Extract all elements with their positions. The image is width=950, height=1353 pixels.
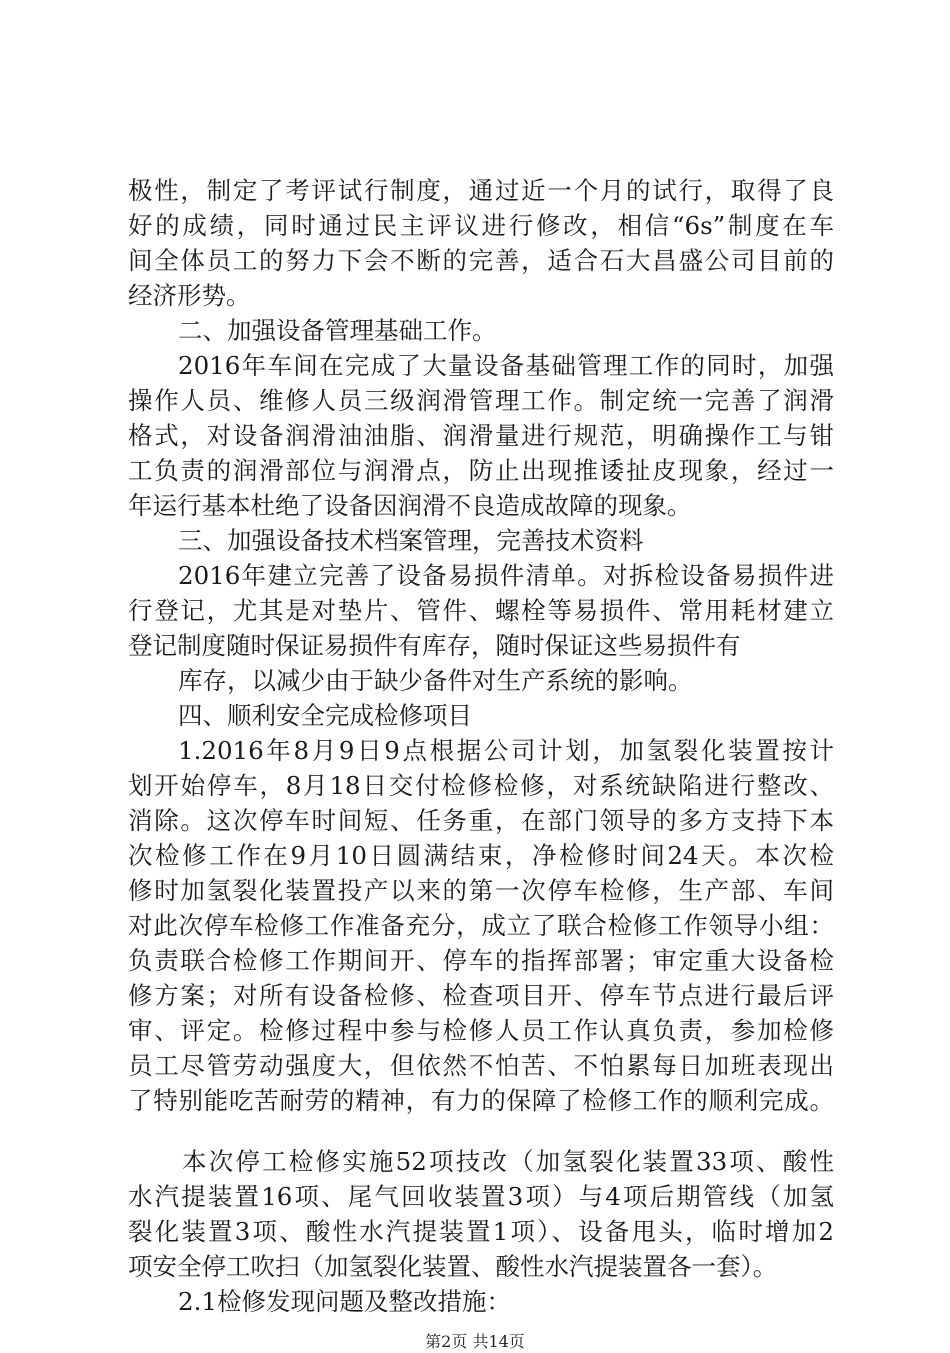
paragraph-line: 间全体员工的努力下会不断的完善，适合石大昌盛公司目前的 [128,246,834,275]
paragraph-line: 操作人员、维修人员三级润滑管理工作。制定统一完善了润滑 [128,386,834,415]
paragraph-line: 经济形势。 [128,281,251,310]
paragraph-line: 修方案；对所有设备检修、检查项目开、停车节点进行最后评 [128,981,834,1010]
paragraph-line: 水汽提装置16项、尾气回收装置3项）与4项后期管线（加氢 [128,1182,834,1211]
paragraph-line: 修时加氢裂化装置投产以来的第一次停车检修，生产部、车间 [128,876,834,905]
paragraph-line: 2016年车间在完成了大量设备基础管理工作的同时，加强 [178,351,834,380]
paragraph-line: 库存，以减少由于缺少备件对生产系统的影响。 [178,666,693,695]
paragraph-line: 极性，制定了考评试行制度，通过近一个月的试行，取得了良 [128,176,834,205]
paragraph-line: 了特别能吃苦耐劳的精神，有力的保障了检修工作的顺利完成。 [128,1086,834,1115]
paragraph-line: 对此次停车检修工作准备充分，成立了联合检修工作领导小组： [128,911,834,940]
section-heading: 二、加强设备管理基础工作。 [178,316,497,345]
paragraph-line: 划开始停车，8月18日交付检修检修，对系统缺陷进行整改、 [128,771,834,800]
paragraph-line: 次检修工作在9月10日圆满结束，净检修时间24天。本次检 [128,841,834,870]
paragraph-line: 格式，对设备润滑油油脂、润滑量进行规范，明确操作工与钳 [128,421,834,450]
paragraph-line: 消除。这次停车时间短、任务重，在部门领导的多方支持下本 [128,806,834,835]
paragraph-line: 员工尽管劳动强度大，但依然不怕苦、不怕累每日加班表现出 [128,1051,834,1080]
paragraph-line: 工负责的润滑部位与润滑点，防止出现推诿扯皮现象，经过一 [128,456,834,485]
paragraph-line: 登记制度随时保证易损件有库存，随时保证这些易损件有 [128,631,741,660]
paragraph-line: 好的成绩，同时通过民主评议进行修改，相信“6s”制度在车 [128,211,834,240]
paragraph-line: 1.2016年8月9日9点根据公司计划，加氢裂化装置按计 [178,736,834,765]
subsection-heading: 2.1检修发现问题及整改措施： [178,1287,511,1316]
paragraph-line: 审、评定。检修过程中参与检修人员工作认真负责，参加检修 [128,1016,834,1045]
paragraph-line: 项安全停工吹扫（加氢裂化装置、酸性水汽提装置各一套）。 [128,1252,778,1281]
paragraph-line: 本次停工检修实施52项技改（加氢裂化装置33项、酸性 [182,1147,834,1176]
paragraph-line: 年运行基本杜绝了设备因润滑不良造成故障的现象。 [128,491,692,520]
page-number-footer: 第2页 共14页 [425,1332,525,1351]
section-heading: 三、加强设备技术档案管理，完善技术资料 [178,526,644,555]
paragraph-line: 负责联合检修工作期间开、停车的指挥部署；审定重大设备检 [128,946,834,975]
paragraph-line: 裂化装置3项、酸性水汽提装置1项）、设备甩头，临时增加2 [128,1217,834,1246]
paragraph-line: 2016年建立完善了设备易损件清单。对拆检设备易损件进 [178,561,834,590]
section-heading: 四、顺利安全完成检修项目 [178,701,472,730]
paragraph-line: 行登记，尤其是对垫片、管件、螺栓等易损件、常用耗材建立 [128,596,834,625]
